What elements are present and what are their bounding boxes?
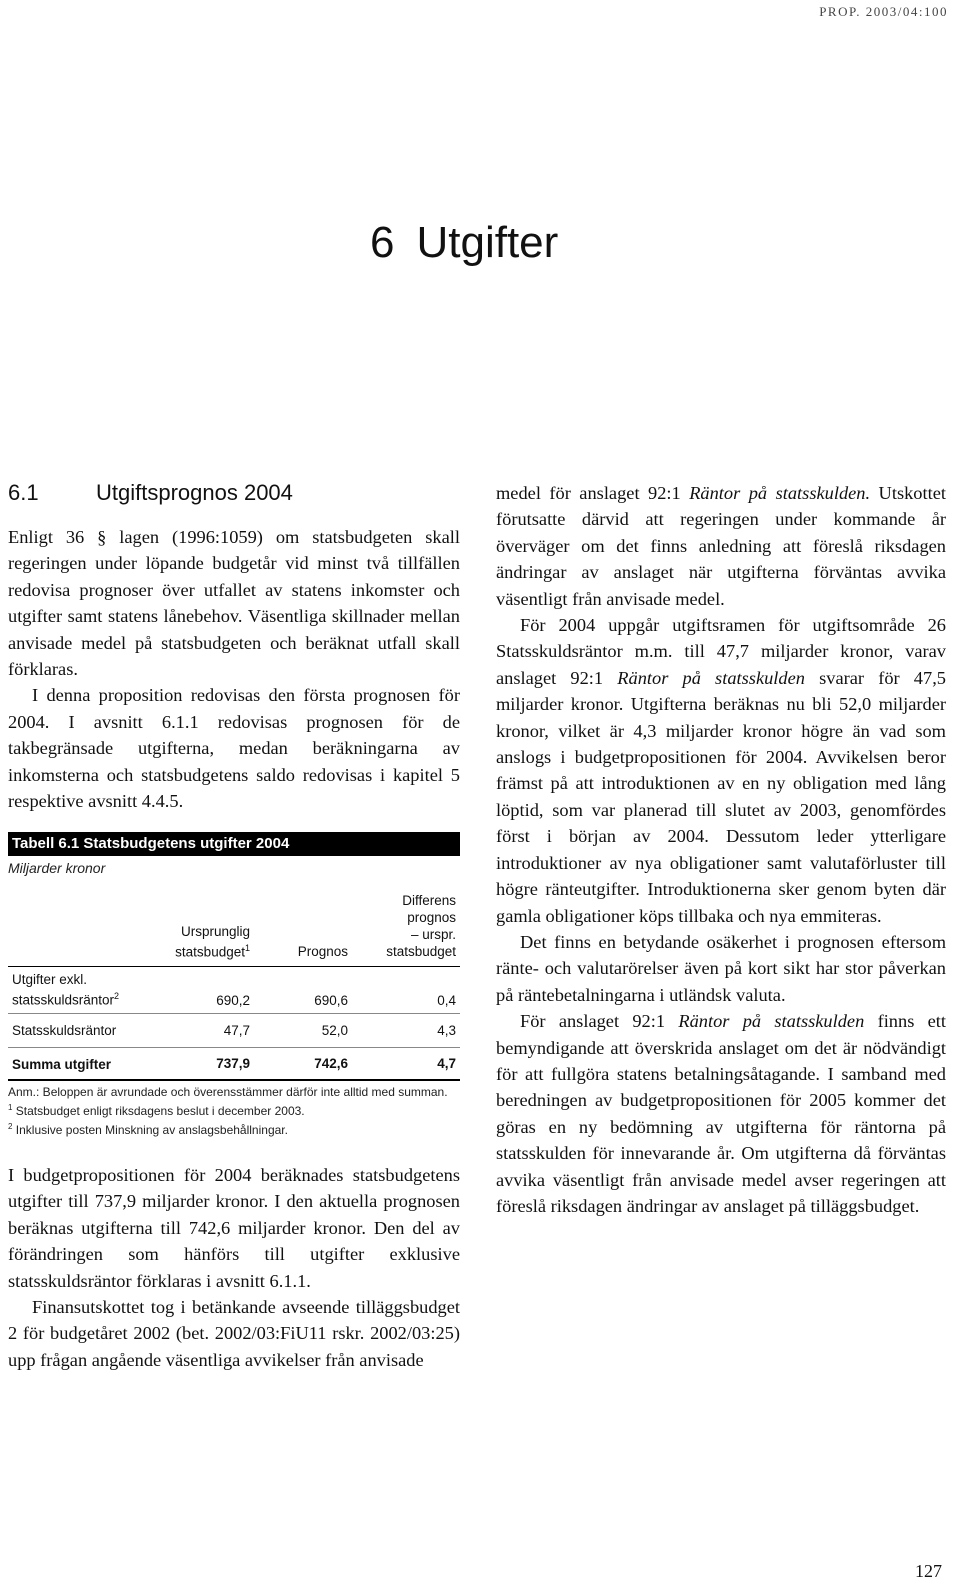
chapter-title (370, 218, 558, 268)
header-text: statsbudget (386, 944, 456, 960)
text-run-italic: Räntor på statsskulden (678, 1011, 865, 1032)
cell-forecast: 742,6 (254, 1047, 352, 1080)
text-run: medel för anslaget 92:1 (496, 483, 690, 503)
stats-table (8, 890, 460, 1081)
note-1 (8, 1100, 460, 1119)
cell-forecast: 690,6 (314, 992, 348, 1008)
note-label: Anm. (8, 1084, 37, 1099)
table-header-difference (352, 890, 460, 967)
paragraph (496, 480, 946, 612)
left-column (8, 480, 460, 1373)
cell-difference: 4,7 (352, 1047, 460, 1080)
table-subtitle: Miljarder kronor (8, 860, 106, 877)
note-text: : Beloppen är avrundade och överensstämmer därför inte alltid med summan. (36, 1084, 448, 1099)
table-row (8, 967, 460, 1014)
paragraph: Finansutskottet tog i betänkande avseende tilläggsbudget 2 för budgetåret 2002 (bet. 2002/03:FiU11 rskr. 2002/03:25) upp frågan angående väsentliga avvikelser från anvisade (8, 1297, 460, 1370)
row-label-text: statsskuldsräntor (12, 992, 115, 1008)
running-head: PROP. 2003/04:100 (819, 4, 948, 19)
cell-difference: 4,3 (352, 1013, 460, 1047)
cell-difference: 0,4 (437, 992, 456, 1008)
table-title: Tabell 6.1 Statsbudgetens utgifter 2004 (8, 832, 460, 856)
page-number: 127 (915, 1561, 942, 1581)
cell-original: 690,2 (216, 992, 250, 1008)
chapter-number: 6 (370, 218, 395, 267)
row-label (8, 967, 146, 1014)
paragraph (496, 612, 946, 929)
table-header-row (8, 890, 460, 967)
chapter-title-text: Utgifter (416, 218, 559, 267)
text-run: För anslaget 92:1 (520, 1011, 679, 1032)
cell-original: 47,7 (146, 1013, 254, 1047)
table-6-1 (8, 832, 460, 1138)
header-text: Differens prognos (402, 893, 456, 926)
paragraph: Det finns en betydande osäkerhet i prognosen eftersom ränte- och valutarörelser även på kort sikt har stor påverkan på räntebetalningarna i utländsk valuta. (496, 931, 946, 1005)
footnote-marker: 2 (8, 1121, 13, 1131)
note-text: Statsbudget enligt riksdagens beslut i december 2003. (12, 1103, 305, 1118)
text-run: finns ett bemyndigande att överskrida anslaget om det är nödvändigt för att fullgöra statens betalningsåtagande. I samband med beredningen av budgetpropositionen för 2005 kommer det göras en ny bedömning av utgifterna för räntorna på statsskulden för innevarande år. Om utgifterna då förväntas avvika väsentligt från anvisade medel avser regeringen att föreslå riksdagen ändringar av anslaget på tilläggsbudget. (496, 1011, 947, 1216)
table-header-original (146, 890, 254, 967)
text-run: För 2004 uppgår utgiftsramen för utgiftsområde 26 Statsskuldsräntor m.m. till 47,7 miljarder kronor, varav anslaget 92:1 (496, 615, 946, 688)
footnote-marker: 1 (244, 942, 250, 953)
paragraph: I budgetpropositionen för 2004 beräknades statsbudgetens utgifter till 737,9 miljarder kronor. I den aktuella prognosen beräknas utgifterna till 742,6 miljarder kronor. Den del av förändringen som hänförs till utgifter exklusive statsskuldsräntor förklaras i avsnitt 6.1.1. (8, 1164, 460, 1291)
paragraph (496, 1008, 946, 1219)
cell-forecast: 52,0 (254, 1013, 352, 1047)
text-run-italic: Räntor på statsskulden (617, 667, 805, 688)
table-header-label (8, 890, 146, 967)
table-row-total (8, 1047, 460, 1080)
header-text: – urspr. (410, 927, 456, 943)
row-label: Statsskuldsräntor (8, 1013, 146, 1047)
header-text: statsbudget (175, 944, 245, 960)
cell-original: 737,9 (146, 1047, 254, 1080)
footnote-marker: 2 (114, 991, 120, 1002)
row-label-text: Utgifter exkl. (12, 972, 88, 988)
table-notes (8, 1085, 460, 1138)
note-anm (8, 1085, 460, 1100)
section-heading (8, 480, 460, 508)
header-text: Ursprunglig (180, 923, 250, 939)
section-title: Utgiftsprognos 2004 (96, 480, 293, 505)
paragraph: Enligt 36 § lagen (1996:1059) om statsbudgeten skall regeringen under löpande budgetår vid minst två tillfällen redovisa prognoser över utfallet av statens inkomster och utgifter samt statens lånebehov. Väsentliga skillnader mellan anvisade medel på statsbudgeten och beräknat utfall skall förklaras. (8, 527, 460, 680)
row-label: Summa utgifter (8, 1047, 146, 1080)
table-header-forecast (254, 890, 352, 967)
header-text: Prognos (297, 944, 348, 960)
paragraph: I denna proposition redovisas den första prognosen för 2004. I avsnitt 6.1.1 redovisas prognosen för de takbegränsade utgifterna, medan beräkningarna av inkomsterna och statsbudgetens saldo redovisas i kapitel 5 respektive avsnitt 4.4.5. (8, 685, 460, 812)
note-2 (8, 1119, 460, 1138)
text-run: Utskottet förutsatte därvid att regeringen under kommande år överväger om det finns anledning att föreslå riksdagen ändringar av anslaget när utgifterna förväntas avvika väsentligt från anvisade medel. (496, 483, 946, 609)
table-row (8, 1013, 460, 1047)
footnote-marker: 1 (8, 1102, 13, 1112)
section-number: 6.1 (8, 480, 39, 505)
right-column (496, 480, 946, 1219)
note-text: Inklusive posten Minskning av anslagsbehållningar. (12, 1122, 288, 1137)
text-run: svarar för 47,5 miljarder kronor. Utgifterna beräknas nu bli 52,0 miljarder kronor, vilket är 4,3 miljarder kronor högre än vad som anslogs i budgetpropositionen för 2004. Avvikelsen beror främst på att introduktionen av en ny obligation med lång löptid, som var planerad till slutet av 2003, genomfördes först i början av 2004. Dessutom leder ytterligare introduktioner av nya obligationer samt valutaförluster till högre ränteutgifter. Introduktionerna sker genom byten där gamla obligationer köps tillbaka och nya emmiteras. (496, 667, 946, 926)
text-run-italic: Räntor på statsskulden. (689, 483, 871, 503)
